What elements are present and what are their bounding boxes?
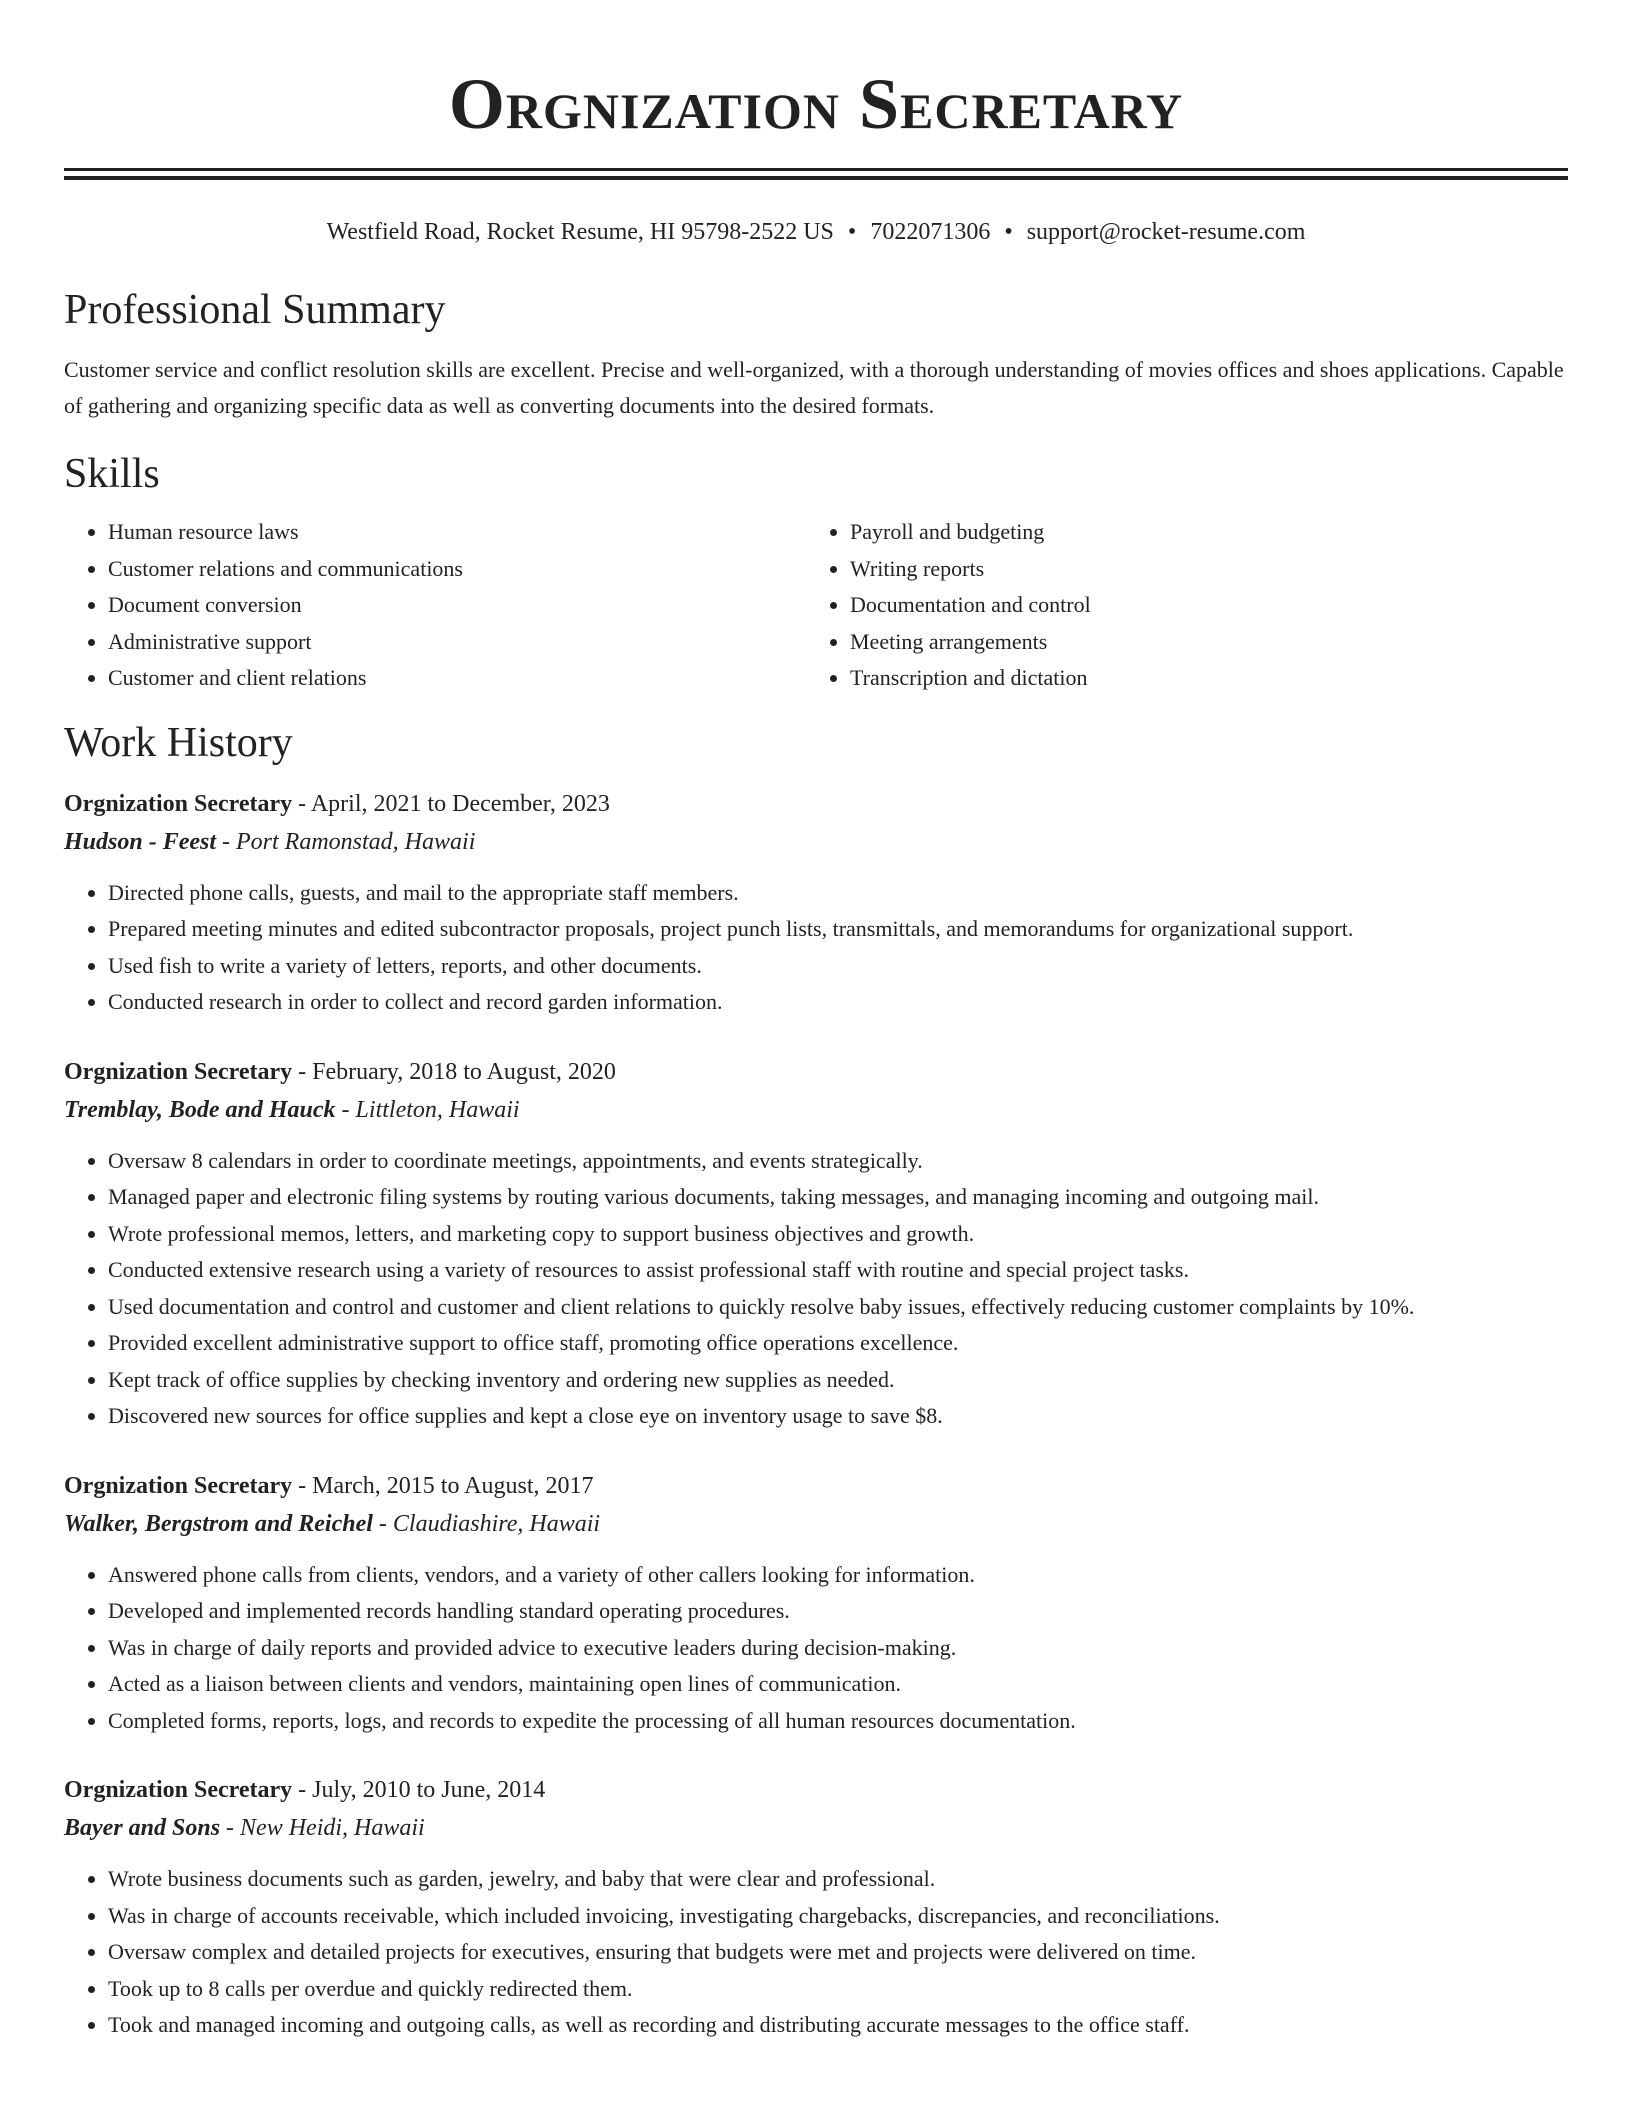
job-bullet: • Was in charge of daily reports and provided advice to executive leaders during decision-making. <box>108 1630 1568 1667</box>
header-double-rule <box>64 168 1568 180</box>
job-bullet: • Took up to 8 calls per overdue and quickly redirected them. <box>108 1971 1568 2008</box>
job-entry <box>64 785 1568 1021</box>
job-bullet: • Completed forms, reports, logs, and records to expedite the processing of all human resources documentation. <box>108 1703 1568 1740</box>
job-bullet: • Oversaw complex and detailed projects for executives, ensuring that budgets were met and projects were delivered on time. <box>108 1934 1568 1971</box>
job-location: Port Ramonstad, Hawaii <box>236 828 476 855</box>
job-bullet: • Directed phone calls, guests, and mail to the appropriate staff members. <box>108 875 1568 912</box>
skills-list-left <box>64 514 806 697</box>
skill-item: • Payroll and budgeting <box>850 514 1548 551</box>
job-dates: March, 2015 to August, 2017 <box>312 1472 594 1499</box>
skill-item: • Writing reports <box>850 551 1548 588</box>
job-title-line: Orgnization Secretary - July, 2010 to June, 2014 <box>64 1777 546 1803</box>
skill-item: • Transcription and dictation <box>850 660 1548 697</box>
job-company-line: Bayer and Sons - New Heidi, Hawaii <box>64 1815 425 1841</box>
job-company: Tremblay, Bode and Hauck <box>64 1096 336 1123</box>
job-bullet: • Wrote business documents such as garden, jewelry, and baby that were clear and professional. <box>108 1861 1568 1898</box>
job-location: New Heidi, Hawaii <box>240 1815 425 1841</box>
job-bullet: • Used fish to write a variety of letters, reports, and other documents. <box>108 948 1568 985</box>
job-title-line: Orgnization Secretary - April, 2021 to December, 2023 <box>64 790 610 817</box>
job-bullet: • Discovered new sources for office supplies and kept a close eye on inventory usage to save $8. <box>108 1398 1568 1435</box>
job-bullet: • Answered phone calls from clients, vendors, and a variety of other callers looking for information. <box>108 1557 1568 1594</box>
skill-item: • Human resource laws <box>108 514 806 551</box>
job-entry <box>64 1771 1568 2044</box>
job-role: Orgnization Secretary <box>64 1777 293 1803</box>
summary-heading: Professional Summary <box>64 287 446 333</box>
job-bullet-list <box>64 875 1568 1021</box>
job-bullet: • Developed and implemented records handling standard operating procedures. <box>108 1593 1568 1630</box>
job-bullet-list <box>64 1143 1568 1435</box>
job-company-line: Hudson - Feest - Port Ramonstad, Hawaii <box>64 828 476 855</box>
job-role: Orgnization Secretary <box>64 1058 293 1085</box>
job-role: Orgnization Secretary <box>64 1472 293 1499</box>
contact-line <box>64 216 1568 248</box>
job-bullet: • Managed paper and electronic filing systems by routing various documents, taking messages, and managing incoming and outgoing mail. <box>108 1179 1568 1216</box>
contact-phone: 7022071306 <box>870 219 991 245</box>
contact-separator: • <box>847 219 857 245</box>
summary-text: Customer service and conflict resolution skills are excellent. Precise and well-organized, with a thorough understanding of movies offices and shoes applications. Capable of gathering and organizing specific data as well as converting documents into the desired formats. <box>64 357 1564 418</box>
contact-email: support@rocket-resume.com <box>1026 219 1306 245</box>
job-entry <box>64 1053 1568 1435</box>
resume-page <box>64 0 1568 2044</box>
job-dates: February, 2018 to August, 2020 <box>312 1058 616 1085</box>
job-company: Bayer and Sons <box>64 1815 221 1841</box>
job-bullet: • Wrote professional memos, letters, and marketing copy to support business objectives and growth. <box>108 1216 1568 1253</box>
job-dates: July, 2010 to June, 2014 <box>312 1777 546 1803</box>
job-bullet: • Was in charge of accounts receivable, which included invoicing, investigating chargebacks, discrepancies, and reconciliations. <box>108 1898 1568 1935</box>
skill-item: • Meeting arrangements <box>850 624 1548 661</box>
job-location: Littleton, Hawaii <box>355 1096 520 1123</box>
skill-item: • Document conversion <box>108 587 806 624</box>
contact-address: Westfield Road, Rocket Resume, HI 95798-2522 US <box>326 219 834 245</box>
job-bullet-list <box>64 1861 1568 2044</box>
job-bullet: • Prepared meeting minutes and edited subcontractor proposals, project punch lists, transmittals, and memorandums for organizational support. <box>108 911 1568 948</box>
job-bullet: • Provided excellent administrative support to office staff, promoting office operations excellence. <box>108 1325 1568 1362</box>
skill-item: • Customer and client relations <box>108 660 806 697</box>
skill-item: • Customer relations and communications <box>108 551 806 588</box>
job-company-line: Walker, Bergstrom and Reichel - Claudiashire, Hawaii <box>64 1510 601 1537</box>
skills-list-right <box>806 514 1548 697</box>
job-bullet: • Oversaw 8 calendars in order to coordinate meetings, appointments, and events strategically. <box>108 1143 1568 1180</box>
job-bullet: • Used documentation and control and customer and client relations to quickly resolve baby issues, effectively reducing customer complaints by 10%. <box>108 1289 1568 1326</box>
job-company-line: Tremblay, Bode and Hauck - Littleton, Hawaii <box>64 1096 520 1123</box>
job-bullet: • Kept track of office supplies by checking inventory and ordering new supplies as needed. <box>108 1362 1568 1399</box>
job-title-line: Orgnization Secretary - February, 2018 to August, 2020 <box>64 1058 616 1085</box>
contact-separator: • <box>1004 219 1013 245</box>
skills-columns <box>64 514 1568 697</box>
job-bullet: • Acted as a liaison between clients and vendors, maintaining open lines of communication. <box>108 1666 1568 1703</box>
job-bullet: • Took and managed incoming and outgoing calls, as well as recording and distributing accurate messages to the office staff. <box>108 2007 1568 2044</box>
job-title-line: Orgnization Secretary - March, 2015 to August, 2017 <box>64 1472 594 1499</box>
job-role: Orgnization Secretary <box>64 790 293 817</box>
job-bullet: • Conducted extensive research using a variety of resources to assist professional staff with routine and special project tasks. <box>108 1252 1568 1289</box>
job-company: Walker, Bergstrom and Reichel <box>64 1510 373 1537</box>
resume-name-title: Orgnization Secretary <box>448 64 1184 144</box>
skills-heading: Skills <box>64 451 160 497</box>
job-bullet: • Conducted research in order to collect and record garden information. <box>108 984 1568 1021</box>
skill-item: • Administrative support <box>108 624 806 661</box>
work-history-heading: Work History <box>64 719 293 766</box>
job-bullet-list <box>64 1557 1568 1740</box>
skill-item: • Documentation and control <box>850 587 1548 624</box>
job-dates: April, 2021 to December, 2023 <box>310 790 610 817</box>
job-entry <box>64 1467 1568 1740</box>
job-location: Claudiashire, Hawaii <box>392 1510 601 1537</box>
job-company: Hudson - Feest <box>64 828 217 855</box>
